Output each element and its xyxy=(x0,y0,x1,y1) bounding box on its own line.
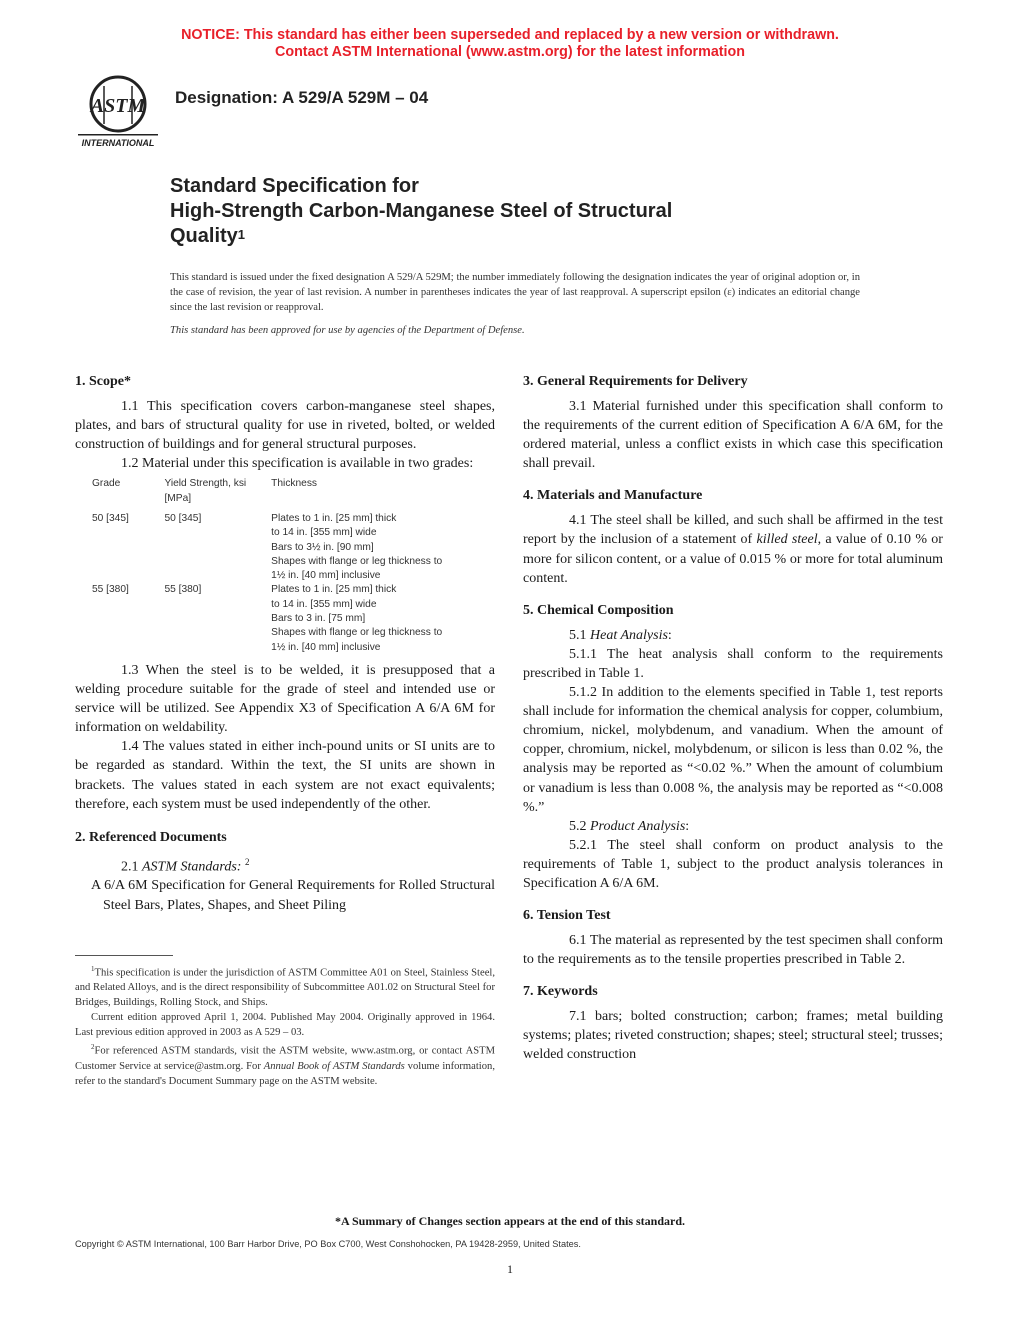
footnote-1 xyxy=(75,962,495,1011)
section-1-heading: 1. Scope* xyxy=(75,374,131,389)
para-5-2-italic: Product Analysis xyxy=(590,818,686,834)
table-cell-grade: 50 [345] xyxy=(92,512,129,524)
section-3-heading: 3. General Requirements for Delivery xyxy=(523,374,748,389)
notice-line-2: Contact ASTM International (www.astm.org) for the latest information xyxy=(275,44,745,60)
table-header-thickness: Thickness xyxy=(271,478,318,490)
footnote-2 xyxy=(75,1040,495,1089)
para-5-2-prefix: 5.2 xyxy=(569,818,590,834)
section-6-heading: 6. Tension Test xyxy=(523,908,611,924)
astm-logo-letters: ASTM xyxy=(90,95,146,117)
table-header-yield: Yield Strength, ksi [MPa] xyxy=(164,478,247,504)
para-5-2 xyxy=(523,817,943,836)
para-3-1: 3.1 Material furnished under this specification shall conform to the requirements of the current edition of Specification A 6/A 6M, for the ordered material, unless a conflict exists in which case this specification shall prevail. xyxy=(523,399,943,472)
left-column xyxy=(75,372,495,1089)
table-cell-thickness xyxy=(271,512,495,583)
footnote-rule xyxy=(75,955,173,956)
right-column xyxy=(523,372,943,1065)
para-5-1-suffix: : xyxy=(667,627,672,643)
table-header-row xyxy=(92,477,495,506)
para-1-1: 1.1 This specification covers carbon-manganese steel shapes, plates, and bars of structural quality for use in riveted, bolted, or welded construction of buildings and for general structural purposes. xyxy=(75,399,495,453)
para-5-2-1: 5.2.1 The steel shall conform on product analysis to the requirements of Table 1, subject to the product analysis tolerances in Specification A 6/A 6M. xyxy=(523,837,943,891)
para-4-1-italic: killed steel xyxy=(756,532,818,548)
footnote-1b: Current edition approved April 1, 2004. Published May 2004. Originally approved in 1964. Last previous edition approved in 2003 as A 529 – 03. xyxy=(75,1012,495,1039)
section-5-heading: 5. Chemical Composition xyxy=(523,602,674,618)
notice-line-1: NOTICE: This standard has either been superseded and replaced by a new version or withdrawn. xyxy=(181,27,839,43)
grades-table xyxy=(92,477,495,655)
para-4-1 xyxy=(523,511,943,587)
thickness-line: Bars to 3½ in. [90 mm] xyxy=(271,541,374,553)
para-7-1: 7.1 bars; bolted construction; carbon; frames; metal building systems; plates; riveted construction; shapes; steel; structural steel; trusses; welded construction xyxy=(523,1009,943,1063)
table-header-grade: Grade xyxy=(92,478,121,490)
section-4-heading: 4. Materials and Manufacture xyxy=(523,488,703,504)
footnote-2-mark: 2 xyxy=(91,1043,95,1052)
footnote-2-text-a: For referenced ASTM standards, visit the ASTM website, www.astm.org, or contact ASTM Customer Service at service@astm.org. For xyxy=(75,1045,495,1072)
table-cell-thickness xyxy=(271,583,495,654)
title-line-1: Standard Specification for xyxy=(170,175,419,197)
para-5-1-2: 5.1.2 In addition to the elements specified in Table 1, test reports shall include for information the chemical analysis for copper, columbium, chromium, nickel, molybdenum, and vanadium. When the amount of copper, chromium, nickel, molybdenum, or silicon is less than 0.02 %, the analysis may be reported as “<0.02 %.” When the amount of columbium or vanadium is less than 0.008 %, the analysis may be reported as “<0.008 %.” xyxy=(523,685,943,815)
thickness-line: 1½ in. [40 mm] inclusive xyxy=(271,570,381,582)
para-4-1-a: 4.1 The steel shall be killed, and such shall be affirmed in the test report by the inclusion of a statement of xyxy=(523,513,943,548)
issued-note: This standard is issued under the fixed designation A 529/A 529M; the number immediately following the designation indicates the year of original adoption or, in the case of revision, the year of last revision. A number in parentheses indicates the year of last reapproval. A superscript epsilon (ε) indicates an editorial change since the last revision or reapproval. xyxy=(170,272,860,313)
title-line-3-text: Quality xyxy=(170,225,238,247)
table-cell-grade: 55 [380] xyxy=(92,584,129,596)
para-2-1-prefix: 2.1 xyxy=(121,859,142,875)
table-cell-yield: 55 [380] xyxy=(164,584,202,596)
page-number: 1 xyxy=(507,1262,513,1276)
thickness-line: to 14 in. [355 mm] wide xyxy=(271,598,377,610)
thickness-line: Shapes with flange or leg thickness to xyxy=(271,555,443,567)
thickness-line: Plates to 1 in. [25 mm] thick xyxy=(271,584,397,596)
title-line-2: High-Strength Carbon-Manganese Steel of Structural xyxy=(170,200,673,222)
para-4-1-b: , a value of 0.10 % or more for silicon content, or a value of 0.015 % or more for total aluminum content. xyxy=(523,532,943,586)
footnote-2-italic: Annual Book of ASTM Standards xyxy=(263,1060,405,1072)
para-6-1: 6.1 The material as represented by the test specimen shall conform to the requirements as to the tensile properties prescribed in Table 2. xyxy=(523,933,943,968)
reference-a6: A 6/A 6M Specification for General Requirements for Rolled Structural Steel Bars, Plates, Shapes, and Sheet Piling xyxy=(91,878,495,913)
table-row xyxy=(92,583,495,654)
thickness-line: Plates to 1 in. [25 mm] thick xyxy=(271,512,397,524)
title-footnote-mark: 1 xyxy=(237,227,246,242)
para-2-1 xyxy=(75,853,495,877)
para-5-2-suffix: : xyxy=(685,818,690,834)
para-5-1-1: 5.1.1 The heat analysis shall conform to the requirements prescribed in Table 1. xyxy=(523,646,943,681)
para-2-1-italic: ASTM Standards: xyxy=(142,859,242,875)
thickness-line: Shapes with flange or leg thickness to xyxy=(271,627,443,639)
para-1-2: 1.2 Material under this specification is available in two grades: xyxy=(121,456,474,472)
para-5-1-italic: Heat Analysis xyxy=(590,627,668,643)
approved-note: This standard has been approved for use by agencies of the Department of Defense. xyxy=(170,325,525,336)
page-title xyxy=(170,174,870,249)
thickness-line: to 14 in. [355 mm] wide xyxy=(271,527,377,539)
thickness-line: Bars to 3 in. [75 mm] xyxy=(271,613,366,625)
para-5-1 xyxy=(523,626,943,645)
title-line-3 xyxy=(170,224,870,249)
para-2-1-sup: 2 xyxy=(244,856,250,867)
footnote-1-mark: 1 xyxy=(91,964,95,973)
table-cell-yield: 50 [345] xyxy=(164,512,202,524)
supersede-notice xyxy=(0,27,1020,61)
summary-note: *A Summary of Changes section appears at the end of this standard. xyxy=(334,1214,686,1228)
copyright: Copyright © ASTM International, 100 Barr Harbor Drive, PO Box C700, West Conshohocken, PA 19428-2959, United States. xyxy=(75,1239,581,1249)
designation: Designation: A 529/A 529M – 04 xyxy=(175,88,429,107)
astm-logo xyxy=(74,72,162,152)
section-2-heading: 2. Referenced Documents xyxy=(75,829,227,845)
thickness-line: 1½ in. [40 mm] inclusive xyxy=(271,641,381,653)
footnote-1-text: This specification is under the jurisdiction of ASTM Committee A01 on Steel, Stainless Steel, and Related Alloys, and is the direct responsibility of Subcommittee A01.02 on Structural Steel for Bridges, Buildings, Rolling Stock, and Ships. xyxy=(75,967,495,1009)
para-5-1-prefix: 5.1 xyxy=(569,627,590,643)
table-row xyxy=(92,512,495,583)
para-1-3: 1.3 When the steel is to be welded, it is presupposed that a welding procedure suitable for the grade of steel and intended use or service will be utilized. See Appendix X3 of Specification A 6/A 6M for information on weldability. xyxy=(75,662,495,736)
astm-logo-label: INTERNATIONAL xyxy=(81,138,155,148)
section-7-heading: 7. Keywords xyxy=(523,984,598,1000)
para-1-4: 1.4 The values stated in either inch-pound units or SI units are to be regarded as standard. Within the text, the SI units are shown in brackets. The values stated in each system are not exact equivalents; therefore, each system must be used independently of the other. xyxy=(75,739,495,812)
footnote-2-text-b: volume information, refer to the standard's Document Summary page on the ASTM website. xyxy=(75,1060,495,1087)
